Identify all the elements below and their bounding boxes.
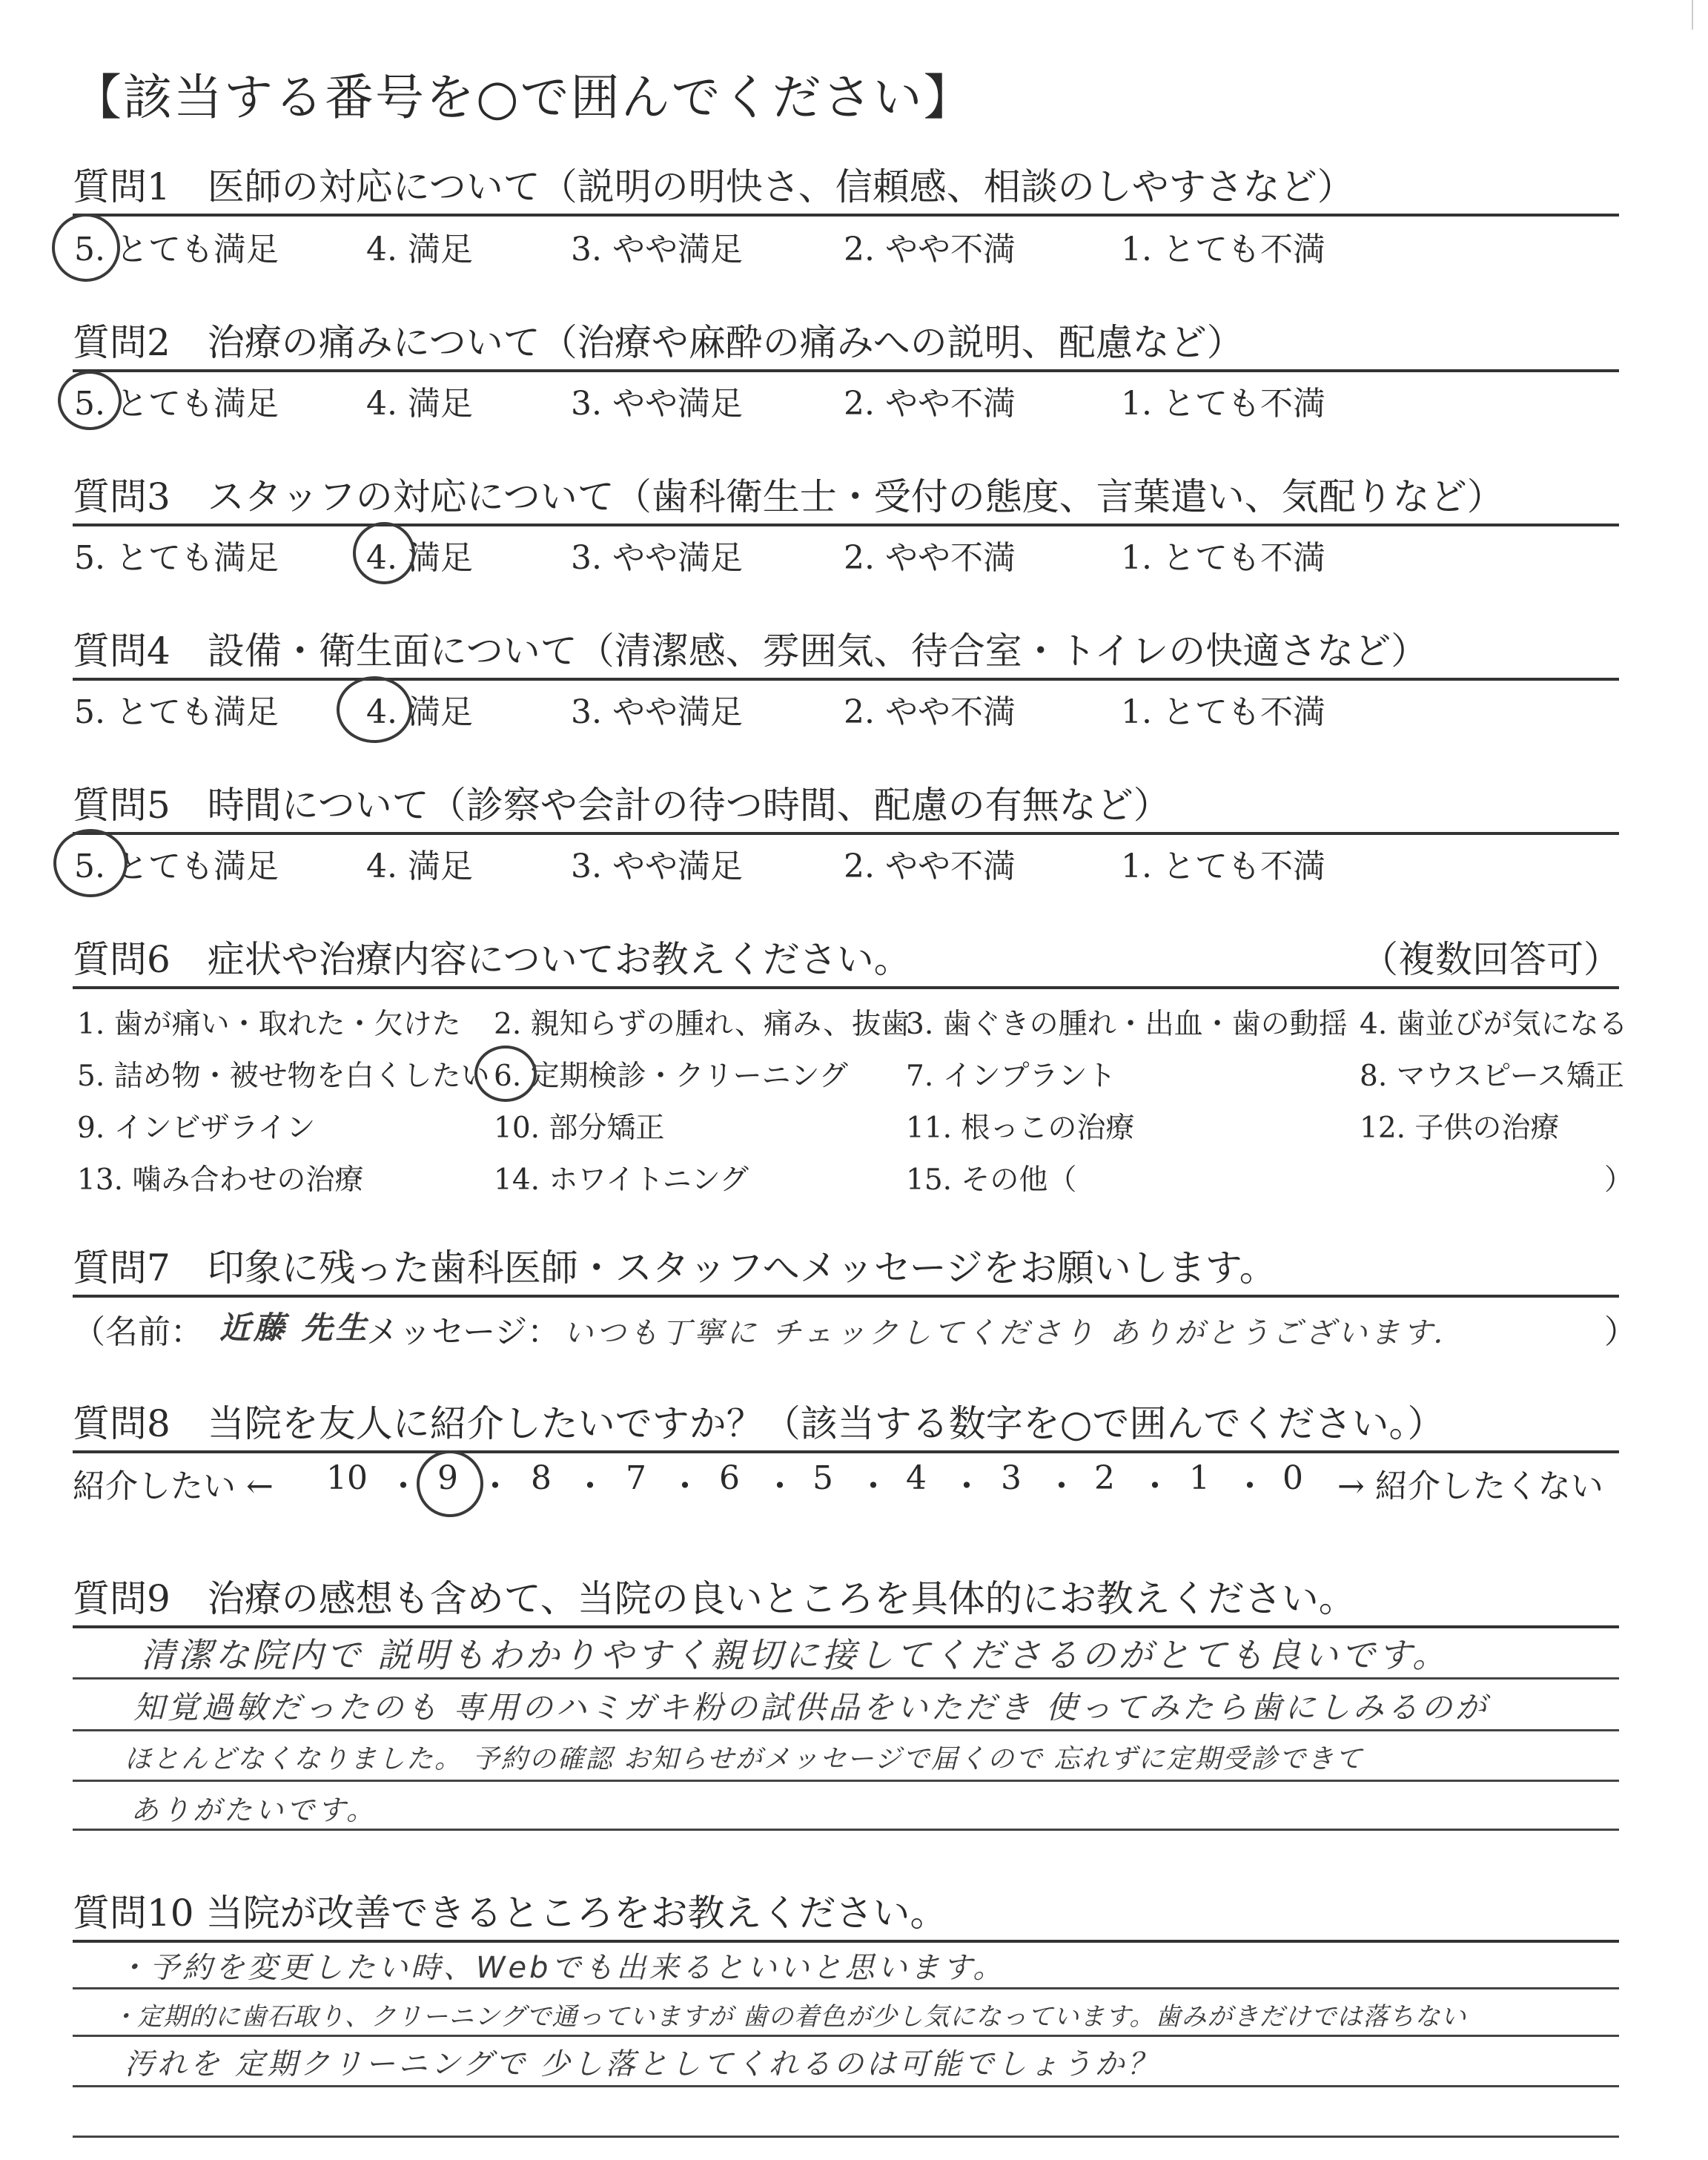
q8-score-6[interactable]: 6	[719, 1459, 740, 1497]
q8-score-5[interactable]: 5	[812, 1459, 833, 1497]
q2-title: 質問2 治療の痛みについて（治療や麻酔の痛みへの説明、配慮など）	[73, 321, 1244, 364]
q1-option-5[interactable]: 5. とても満足	[74, 231, 279, 268]
q6-option-2[interactable]: 2. 親知らずの腫れ、痛み、抜歯	[494, 1008, 910, 1041]
q6-rule	[73, 986, 1619, 989]
q2-selection-circle	[58, 371, 122, 430]
q9-answer-line-1[interactable]: 清潔な院内で 説明もわかりやすく親切に接してくださるのがとても良いです。	[141, 1635, 1449, 1675]
q7-close-paren: ）	[1604, 1313, 1637, 1351]
q6-option-3[interactable]: 3. 歯ぐきの腫れ・出血・歯の動揺	[906, 1008, 1348, 1041]
q2-rule	[73, 369, 1619, 372]
q3-option-5[interactable]: 5. とても満足	[74, 539, 279, 577]
q4-rule	[73, 678, 1619, 681]
q5-option-5[interactable]: 5. とても満足	[74, 848, 279, 885]
q7-rule	[73, 1295, 1619, 1298]
q7-name-value[interactable]: 近藤 先生	[219, 1309, 370, 1346]
q6-title: 質問6 症状や治療内容についてお教えください。	[73, 938, 911, 981]
q3-option-1[interactable]: 1. とても不満	[1121, 539, 1325, 577]
q2-option-5[interactable]: 5. とても満足	[74, 385, 279, 423]
q6-option-15-other[interactable]: 15. その他（	[906, 1163, 1077, 1197]
q8-dot: ・	[479, 1467, 512, 1505]
q5-rule	[73, 832, 1619, 835]
q8-score-4[interactable]: 4	[906, 1459, 927, 1497]
q8-score-9[interactable]: 9	[437, 1459, 458, 1497]
q10-rule	[73, 2136, 1619, 2138]
q2-option-2[interactable]: 2. やや不満	[844, 385, 1016, 423]
q8-score-7[interactable]: 7	[626, 1459, 646, 1497]
q1-title: 質問1 医師の対応について（説明の明快さ、信頼感、相談のしやすさなど）	[73, 165, 1354, 208]
q10-answer-line-3[interactable]: 汚れを 定期クリーニングで 少し落としてくれるのは可能でしょうか？	[125, 2047, 1160, 2081]
q10-rule	[73, 2085, 1619, 2087]
q4-option-4[interactable]: 4. 満足	[366, 693, 473, 731]
q9-rule	[73, 1780, 1619, 1782]
q10-rule	[73, 2035, 1619, 2037]
q6-multiple-note: （複数回答可）	[1361, 938, 1621, 981]
q9-title: 質問9 治療の感想も含めて、当院の良いところを具体的にお教えください。	[73, 1577, 1356, 1620]
q3-rule	[73, 524, 1619, 526]
q2-option-3[interactable]: 3. やや満足	[571, 385, 743, 423]
q9-rule	[73, 1729, 1619, 1731]
q8-dot: ・	[1045, 1467, 1078, 1505]
q10-rule	[73, 1987, 1619, 1989]
q8-score-3[interactable]: 3	[1001, 1459, 1022, 1497]
q8-left-label: 紹介したい ←	[73, 1467, 274, 1505]
q4-title: 質問4 設備・衛生面について（清潔感、雰囲気、待合室・トイレの快適さなど）	[73, 630, 1429, 673]
q9-rule	[73, 1829, 1619, 1831]
q3-option-2[interactable]: 2. やや不満	[844, 539, 1016, 577]
page-edge-mark	[1692, 0, 1708, 30]
q3-title: 質問3 スタッフの対応について（歯科衛生士・受付の態度、言葉遣い、気配りなど）	[73, 475, 1504, 518]
q6-option-7[interactable]: 7. インプラント	[906, 1060, 1116, 1093]
q8-dot: ・	[669, 1467, 701, 1505]
q6-other-close-paren: ）	[1604, 1163, 1634, 1197]
q7-title: 質問7 印象に残った歯科医師・スタッフへメッセージをお願いします。	[73, 1246, 1277, 1289]
q6-option-12[interactable]: 12. 子供の治療	[1360, 1112, 1560, 1145]
q8-right-label: → 紹介したくない	[1337, 1467, 1603, 1505]
q1-option-1[interactable]: 1. とても不満	[1121, 231, 1325, 268]
q8-rule	[73, 1450, 1619, 1453]
q10-title: 質問10 当院が改善できるところをお教えください。	[73, 1892, 947, 1935]
q6-option-8[interactable]: 8. マウスピース矯正	[1360, 1060, 1624, 1093]
q8-selection-circle	[417, 1450, 483, 1517]
q6-option-6[interactable]: 6. 定期検診・クリーニング	[494, 1060, 848, 1093]
q10-rule-header	[73, 1940, 1619, 1943]
q9-answer-line-4[interactable]: ありがたいです。	[130, 1794, 377, 1826]
q8-dot: ・	[857, 1467, 890, 1505]
form-title: 【該当する番号を○で囲んでください】	[73, 69, 974, 126]
q5-selection-circle	[53, 829, 128, 897]
q4-option-2[interactable]: 2. やや不満	[844, 693, 1016, 731]
q4-option-1[interactable]: 1. とても不満	[1121, 693, 1325, 731]
q6-option-5[interactable]: 5. 詰め物・被せ物を白くしたい	[77, 1060, 490, 1093]
q4-option-3[interactable]: 3. やや満足	[571, 693, 743, 731]
q10-answer-line-1[interactable]: ・予約を変更したい時、Webでも出来るといいと思います。	[117, 1951, 1006, 1985]
q6-option-14[interactable]: 14. ホワイトニング	[494, 1163, 749, 1197]
q1-option-4[interactable]: 4. 満足	[366, 231, 473, 268]
q6-option-13[interactable]: 13. 噛み合わせの治療	[77, 1163, 364, 1197]
q6-selection-circle	[474, 1046, 537, 1102]
q1-selection-circle	[52, 214, 120, 282]
q2-option-1[interactable]: 1. とても不満	[1121, 385, 1325, 423]
q5-title: 質問5 時間について（診察や会計の待つ時間、配慮の有無など）	[73, 784, 1171, 827]
q6-option-9[interactable]: 9. インビザライン	[77, 1112, 316, 1145]
q1-rule	[73, 214, 1619, 217]
q6-option-1[interactable]: 1. 歯が痛い・取れた・欠けた	[77, 1008, 461, 1041]
q9-answer-line-3[interactable]: ほとんどなくなりました。 予約の確認 お知らせがメッセージで届くので 忘れずに定期受診できて	[125, 1744, 1364, 1774]
q9-rule	[73, 1677, 1619, 1680]
q5-option-2[interactable]: 2. やや不満	[844, 848, 1016, 885]
q2-option-4[interactable]: 4. 満足	[366, 385, 473, 423]
q5-option-3[interactable]: 3. やや満足	[571, 848, 743, 885]
q1-option-2[interactable]: 2. やや不満	[844, 231, 1016, 268]
q7-message-value[interactable]: いつも丁寧に チェックしてくださり ありがとうございます．	[563, 1316, 1466, 1350]
q5-option-4[interactable]: 4. 満足	[366, 848, 473, 885]
q8-score-10[interactable]: 10	[326, 1459, 368, 1497]
q8-dot: ・	[1234, 1467, 1266, 1505]
q3-option-3[interactable]: 3. やや満足	[571, 539, 743, 577]
q4-option-5[interactable]: 5. とても満足	[74, 693, 279, 731]
q8-title: 質問8 当院を友人に紹介したいですか？（該当する数字を○で囲んでください。）	[73, 1402, 1445, 1445]
q9-answer-line-2[interactable]: 知覚過敏だったのも 専用のハミガキ粉の試供品をいただき 使ってみたら歯にしみるのが	[133, 1689, 1489, 1725]
q8-score-1[interactable]: 1	[1189, 1459, 1210, 1497]
q8-dot: ・	[1139, 1467, 1171, 1505]
q3-selection-circle	[353, 522, 415, 584]
q7-message-label: メッセージ：	[366, 1313, 560, 1351]
q4-selection-circle	[337, 676, 412, 743]
q6-option-10[interactable]: 10. 部分矯正	[494, 1112, 665, 1145]
q10-answer-line-2[interactable]: ・定期的に歯石取り、クリーニングで通っていますが 歯の着色が少し気になっています。歯みがきだけでは落ちない	[111, 2002, 1467, 2032]
q8-score-0[interactable]: 0	[1282, 1459, 1303, 1497]
q1-option-3[interactable]: 3. やや満足	[571, 231, 743, 268]
q3-option-4[interactable]: 4. 満足	[366, 539, 473, 577]
q5-option-1[interactable]: 1. とても不満	[1121, 848, 1325, 885]
q8-dot: ・	[950, 1467, 983, 1505]
q6-option-4[interactable]: 4. 歯並びが気になる	[1360, 1008, 1628, 1041]
q7-name-label: （名前：	[73, 1313, 203, 1351]
q8-dot: ・	[764, 1467, 796, 1505]
q6-option-11[interactable]: 11. 根っこの治療	[906, 1112, 1135, 1145]
q8-score-8[interactable]: 8	[531, 1459, 552, 1497]
q8-score-2[interactable]: 2	[1094, 1459, 1115, 1497]
q8-dot: ・	[574, 1467, 606, 1505]
q8-dot: ・	[387, 1467, 420, 1505]
